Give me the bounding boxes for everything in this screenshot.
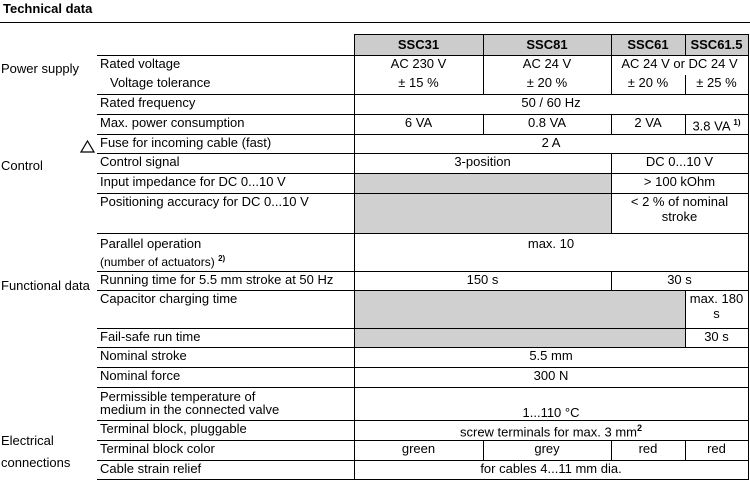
row-running-time bbox=[97, 272, 748, 291]
capacitor-charging-line-1: max. 180 bbox=[689, 291, 744, 306]
header-row bbox=[97, 35, 748, 56]
label-terminal-block: Terminal block, pluggable bbox=[97, 421, 354, 441]
title-divider bbox=[0, 22, 750, 23]
label-fail-safe: Fail-safe run time bbox=[97, 329, 354, 348]
terminal-color-ssc615: red bbox=[685, 441, 748, 461]
row-control-signal bbox=[97, 154, 748, 174]
fail-safe-na bbox=[354, 329, 685, 348]
rated-voltage-ssc81: AC 24 V bbox=[483, 56, 611, 75]
positioning-accuracy-ssc61 bbox=[611, 194, 748, 234]
label-control-signal: Control signal bbox=[97, 154, 354, 174]
category-power-supply: Power supply bbox=[1, 61, 80, 76]
row-max-power bbox=[97, 115, 748, 135]
terminal-block-value: screw terminals for max. 3 mm bbox=[460, 424, 637, 440]
row-nominal-force bbox=[97, 368, 748, 388]
parallel-operation-sub: (number of actuators) bbox=[100, 255, 215, 269]
header-blank bbox=[97, 35, 354, 56]
label-capacitor-charging: Capacitor charging time bbox=[97, 291, 354, 329]
row-voltage-tolerance bbox=[97, 75, 748, 95]
capacitor-charging-ssc615 bbox=[685, 291, 748, 329]
control-signal-ssc61: DC 0...10 V bbox=[611, 154, 748, 174]
terminal-block-cell bbox=[354, 421, 748, 441]
label-max-power: Max. power consumption bbox=[97, 115, 354, 135]
parallel-operation-line-2 bbox=[100, 251, 351, 270]
terminal-color-ssc61: red bbox=[611, 441, 685, 461]
row-positioning-accuracy bbox=[97, 194, 748, 234]
category-connections: connections bbox=[1, 455, 71, 470]
label-rated-frequency: Rated frequency bbox=[97, 95, 354, 115]
row-terminal-block bbox=[97, 421, 748, 441]
label-parallel-operation bbox=[97, 234, 354, 272]
fuse-value: 2 A bbox=[354, 135, 748, 154]
permissible-temp-line-2: medium in the connected valve bbox=[100, 402, 280, 417]
positioning-accuracy-na bbox=[354, 194, 611, 234]
rated-frequency-value: 50 / 60 Hz bbox=[354, 95, 748, 115]
row-cable-strain bbox=[97, 461, 748, 480]
rated-voltage-ssc31: AC 230 V bbox=[354, 56, 483, 75]
label-cable-strain: Cable strain relief bbox=[97, 461, 354, 480]
tolerance-ssc81: ± 20 % bbox=[483, 75, 611, 95]
max-power-ssc615-cell bbox=[685, 115, 748, 135]
col-header-ssc615: SSC61.5 bbox=[685, 35, 748, 56]
nominal-force-value: 300 N bbox=[354, 368, 748, 388]
label-nominal-force: Nominal force bbox=[97, 368, 354, 388]
permissible-temp-value: 1...110 °C bbox=[354, 388, 748, 421]
running-time-ssc31-81: 150 s bbox=[354, 272, 611, 291]
max-power-ssc61: 2 VA bbox=[611, 115, 685, 135]
fail-safe-ssc615: 30 s bbox=[685, 329, 748, 348]
col-header-ssc31: SSC31 bbox=[354, 35, 483, 56]
category-electrical: Electrical bbox=[1, 433, 54, 448]
label-nominal-stroke: Nominal stroke bbox=[97, 348, 354, 368]
footnote-2: 2) bbox=[218, 254, 226, 263]
label-terminal-color: Terminal block color bbox=[97, 441, 354, 461]
warning-triangle-icon bbox=[80, 140, 95, 153]
capacitor-charging-na bbox=[354, 291, 685, 329]
label-voltage-tolerance: Voltage tolerance bbox=[97, 75, 354, 95]
label-fuse: Fuse for incoming cable (fast) bbox=[97, 135, 354, 154]
technical-data-table bbox=[97, 34, 749, 480]
running-time-ssc61: 30 s bbox=[611, 272, 748, 291]
col-header-ssc81: SSC81 bbox=[483, 35, 611, 56]
label-positioning-accuracy: Positioning accuracy for DC 0...10 V bbox=[97, 194, 354, 234]
input-impedance-ssc61: > 100 kOhm bbox=[611, 174, 748, 194]
label-rated-voltage: Rated voltage bbox=[97, 56, 354, 75]
tolerance-ssc61: ± 20 % bbox=[611, 75, 685, 95]
col-header-ssc61: SSC61 bbox=[611, 35, 685, 56]
max-power-ssc615: 3.8 VA bbox=[692, 118, 730, 134]
cable-strain-value: for cables 4...11 mm dia. bbox=[354, 461, 748, 480]
row-fail-safe bbox=[97, 329, 748, 348]
rated-voltage-ssc61: AC 24 V or DC 24 V bbox=[611, 56, 748, 75]
terminal-color-ssc81: grey bbox=[483, 441, 611, 461]
nominal-stroke-value: 5.5 mm bbox=[354, 348, 748, 368]
label-permissible-temp bbox=[97, 388, 354, 421]
row-rated-frequency bbox=[97, 95, 748, 115]
category-functional-data: Functional data bbox=[1, 278, 90, 293]
input-impedance-na bbox=[354, 174, 611, 194]
parallel-operation-line-1: Parallel operation bbox=[100, 236, 202, 251]
tolerance-ssc615: ± 25 % bbox=[685, 75, 748, 95]
row-nominal-stroke bbox=[97, 348, 748, 368]
row-parallel-operation bbox=[97, 234, 748, 272]
page-title: Technical data bbox=[3, 1, 93, 16]
parallel-operation-value: max. 10 bbox=[354, 234, 748, 272]
row-terminal-color bbox=[97, 441, 748, 461]
label-input-impedance: Input impedance for DC 0...10 V bbox=[97, 174, 354, 194]
positioning-accuracy-line-1: < 2 % of nominal bbox=[630, 194, 729, 209]
terminal-color-ssc31: green bbox=[354, 441, 483, 461]
label-running-time: Running time for 5.5 mm stroke at 50 Hz bbox=[97, 272, 354, 291]
row-input-impedance bbox=[97, 174, 748, 194]
capacitor-charging-line-2: s bbox=[713, 306, 720, 321]
category-control: Control bbox=[1, 158, 43, 173]
row-fuse bbox=[97, 135, 748, 154]
permissible-temp-line-1: Permissible temperature of bbox=[100, 389, 256, 404]
control-signal-ssc31-81: 3-position bbox=[354, 154, 611, 174]
row-rated-voltage bbox=[97, 56, 748, 75]
max-power-ssc31: 6 VA bbox=[354, 115, 483, 135]
positioning-accuracy-line-2: stroke bbox=[661, 209, 698, 224]
tolerance-ssc31: ± 15 % bbox=[354, 75, 483, 95]
footnote-1: 1) bbox=[733, 118, 741, 127]
terminal-block-sup: 2 bbox=[636, 423, 642, 433]
max-power-ssc81: 0.8 VA bbox=[483, 115, 611, 135]
row-permissible-temp bbox=[97, 388, 748, 421]
row-capacitor-charging bbox=[97, 291, 748, 329]
